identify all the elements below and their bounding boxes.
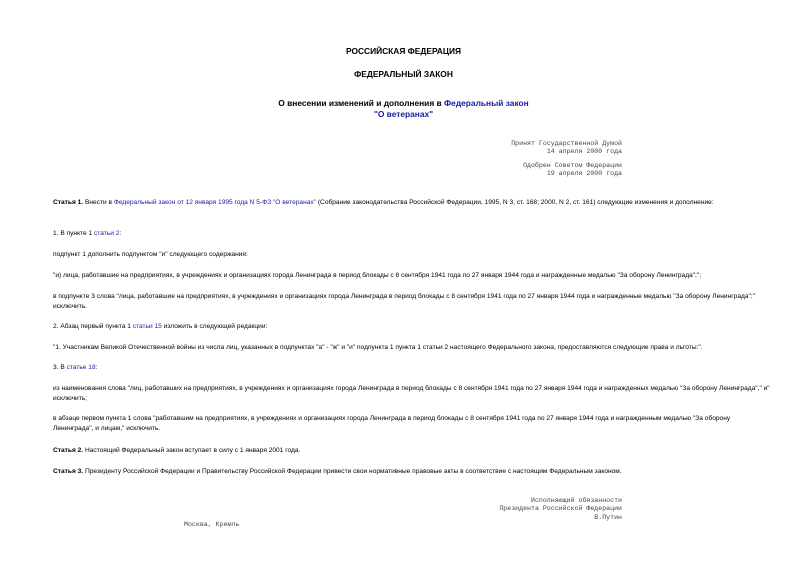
article-3	[53, 467, 770, 477]
adoption-block	[470, 140, 622, 179]
law-1995-link[interactable]: Федеральный закон от 12 января 1995 года N 5-ФЗ "О ветеранах"	[113, 199, 317, 206]
paragraph-2: подпункт 1 дополнить подпунктом "и" следующего содержания:	[53, 251, 248, 258]
signature-role-2: Президента Российской Федерации	[499, 505, 622, 513]
adoption-duma-date: 14 апреля 2000 года	[546, 148, 622, 156]
article-1-label: Статья 1.	[53, 199, 84, 206]
paragraph-6: "1. Участникам Великой Отечественной войны из числа лиц, указанных в подпунктах "а" - "ж" и "и" подпункта 1 пункта 1 статьи 2 настоящего Федерального закона, предоставляются следующие права и льготы:".	[53, 344, 703, 351]
paragraph-4: в подпункте 3 слова "лица, работавшие на предприятиях, в учреждениях и организациях города Ленинграда в период блокады с 8 сентября 1941 года по 27 января 1944 года и награжденные медалью "За оборону Ленинграда";" исключить.	[53, 293, 756, 310]
law-title	[0, 98, 807, 108]
paragraph-8: из наименования слова "лиц, работавших на предприятиях, в учреждениях и организациях города Ленинграда в период блокады с 8 сентября 1941 года по 27 января 1944 года и награжденных медалью "За оборону Ленинграда"," и" исключить;	[53, 385, 770, 402]
article-15-link[interactable]: статьи 15	[132, 323, 162, 330]
title-law-link-2[interactable]: "О ветеранах"	[373, 109, 434, 119]
paragraph-3: "и) лица, работавшие на предприятиях, в учреждениях и организациях города Ленинграда в период блокады с 8 сентября 1941 года по 27 января 1944 года и награжденные медалью "За оборону Ленинграда";";	[53, 272, 702, 279]
signature-role-1: Исполняющий обязанности	[530, 497, 622, 504]
adoption-council-date: 19 апреля 2000 года	[546, 170, 622, 178]
article-3-text: Президенту Российской Федерации и Правительству Российской Федерации привести свои нормативные правовые акты в соответствие с настоящим Федеральным законом.	[83, 468, 622, 475]
title-text: О внесении изменений и дополнения в	[278, 98, 445, 108]
paragraph-9: в абзаце первом пункта 1 слова "работавшим на предприятиях, в учреждениях и организациях города Ленинграда в период блокады с 8 сентября 1941 года по 27 января 1944 года и награжденным медалью "За оборону Ленинграда", и лицам," исключить.	[53, 415, 731, 432]
article-3-label: Статья 3.	[53, 468, 84, 475]
signing-place: Москва, Кремль	[184, 521, 240, 528]
article-1-text-end: (Собрание законодательства Российской Федерации, 1995, N 3, ст. 168; 2000, N 2, ст. 161) следующие изменения и дополнение:	[316, 199, 714, 206]
article-2-text: Настоящий Федеральный закон вступает в силу с 1 января 2001 года.	[83, 447, 301, 454]
paragraph-7-text: 3. В	[53, 364, 67, 371]
signature-block	[440, 497, 622, 522]
paragraph-5-end: изложить в следующей редакции:	[161, 323, 268, 330]
paragraph-1-text: 1. В пункте 1	[53, 230, 94, 237]
paragraph-5-text: 2. Абзац первый пункта 1	[53, 323, 133, 330]
article-1-text: Внести в	[83, 199, 114, 206]
title-law-link[interactable]: Федеральный закон	[444, 98, 529, 108]
article-2	[53, 446, 770, 456]
paragraph-5	[53, 322, 770, 332]
adoption-duma: Принят Государственной Думой	[511, 140, 622, 147]
paragraph-1	[53, 229, 770, 239]
article-2-link[interactable]: статьи 2	[93, 230, 120, 237]
signature-name: В.Путин	[594, 513, 622, 521]
article-2-label: Статья 2.	[53, 447, 84, 454]
paragraph-1-end: :	[119, 230, 122, 237]
paragraph-7-end: :	[95, 364, 98, 371]
adoption-council: Одобрен Советом Федерации	[523, 161, 622, 169]
article-18-link[interactable]: статье 18	[66, 364, 96, 371]
article-1	[53, 198, 770, 208]
doc-type-heading: ФЕДЕРАЛЬНЫЙ ЗАКОН	[354, 69, 453, 79]
country-heading: РОССИЙСКАЯ ФЕДЕРАЦИЯ	[345, 46, 462, 56]
paragraph-7	[53, 363, 770, 373]
